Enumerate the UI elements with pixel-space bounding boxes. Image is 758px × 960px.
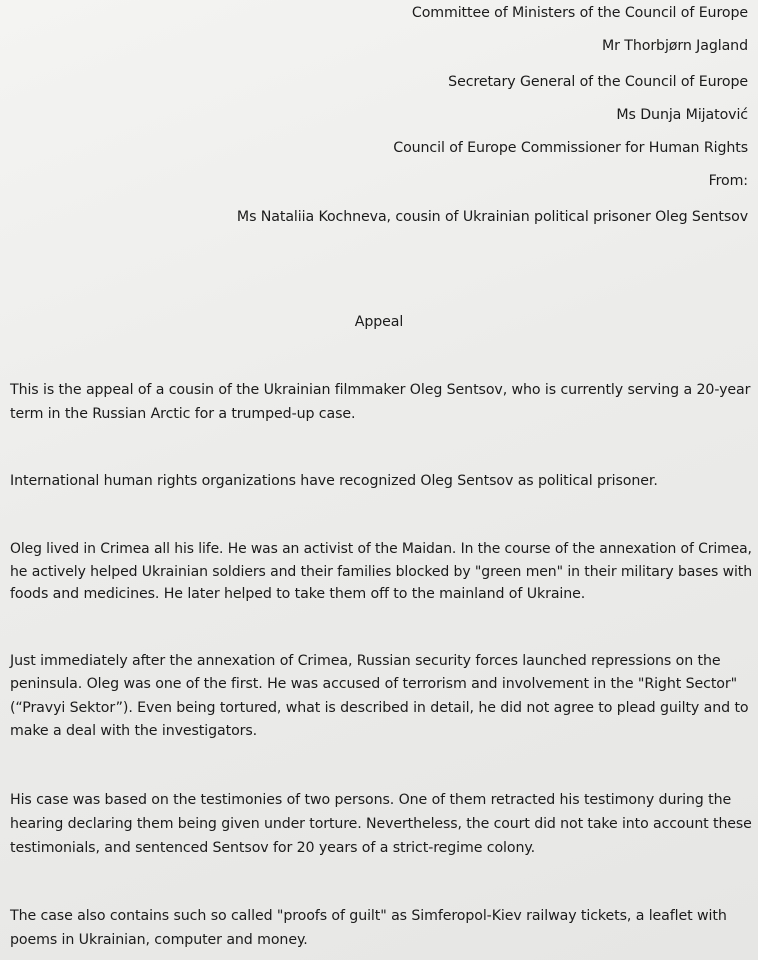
paragraph-4-line-1: Just immediately after the annexation of Crimea, Russian security forces launched repressions on the (10, 653, 721, 669)
recipient-line-mijatovic: Ms Dunja Mijatović (616, 107, 748, 123)
paragraph-1-line-1: This is the appeal of a cousin of the Ukrainian filmmaker Oleg Sentsov, who is currently serving a 20-year (10, 382, 751, 398)
recipient-line-commissioner: Council of Europe Commissioner for Human Rights (393, 140, 748, 156)
recipient-line-secretary-general: Secretary General of the Council of Europe (448, 74, 748, 90)
paragraph-2-line-1: International human rights organizations have recognized Oleg Sentsov as political prisoner. (10, 473, 658, 489)
recipient-line-jagland: Mr Thorbjørn Jagland (602, 38, 748, 54)
paragraph-3-line-2: he actively helped Ukrainian soldiers and their families blocked by "green men" in their military bases with (10, 564, 753, 580)
recipient-line-committee: Committee of Ministers of the Council of Europe (411, 5, 748, 21)
appeal-title: Appeal (354, 314, 404, 330)
from-label: From: (708, 173, 748, 189)
paragraph-5-line-2: hearing declaring them being given under torture. Nevertheless, the court did not take into account these (10, 816, 752, 832)
sender-line: Ms Nataliia Kochneva, cousin of Ukrainian political prisoner Oleg Sentsov (236, 209, 748, 225)
paragraph-3-line-3: foods and medicines. He later helped to take them off to the mainland of Ukraine. (10, 586, 586, 602)
paragraph-6-line-2: poems in Ukrainian, computer and money. (10, 932, 308, 948)
paragraph-1-line-2: term in the Russian Arctic for a trumped-up case. (10, 406, 356, 422)
paragraph-6-line-1: The case also contains such so called "proofs of guilt" as Simferopol-Kiev railway tickets, a leaflet with (10, 908, 727, 924)
paragraph-4-line-2: peninsula. Oleg was one of the first. He was accused of terrorism and involvement in the "Right Sector" (10, 676, 738, 692)
paragraph-3-line-1: Oleg lived in Crimea all his life. He was an activist of the Maidan. In the course of the annexation of Crimea, (10, 541, 752, 557)
paragraph-4-line-4: make a deal with the investigators. (10, 723, 258, 739)
paragraph-5-line-1: His case was based on the testimonies of two persons. One of them retracted his testimony during the (10, 792, 732, 808)
paragraph-4-line-3: (“Pravyi Sektor”). Even being tortured, what is described in detail, he did not agree to plead guilty and to (10, 700, 749, 716)
paragraph-5-line-3: testimonials, and sentenced Sentsov for 20 years of a strict-regime colony. (10, 840, 536, 856)
